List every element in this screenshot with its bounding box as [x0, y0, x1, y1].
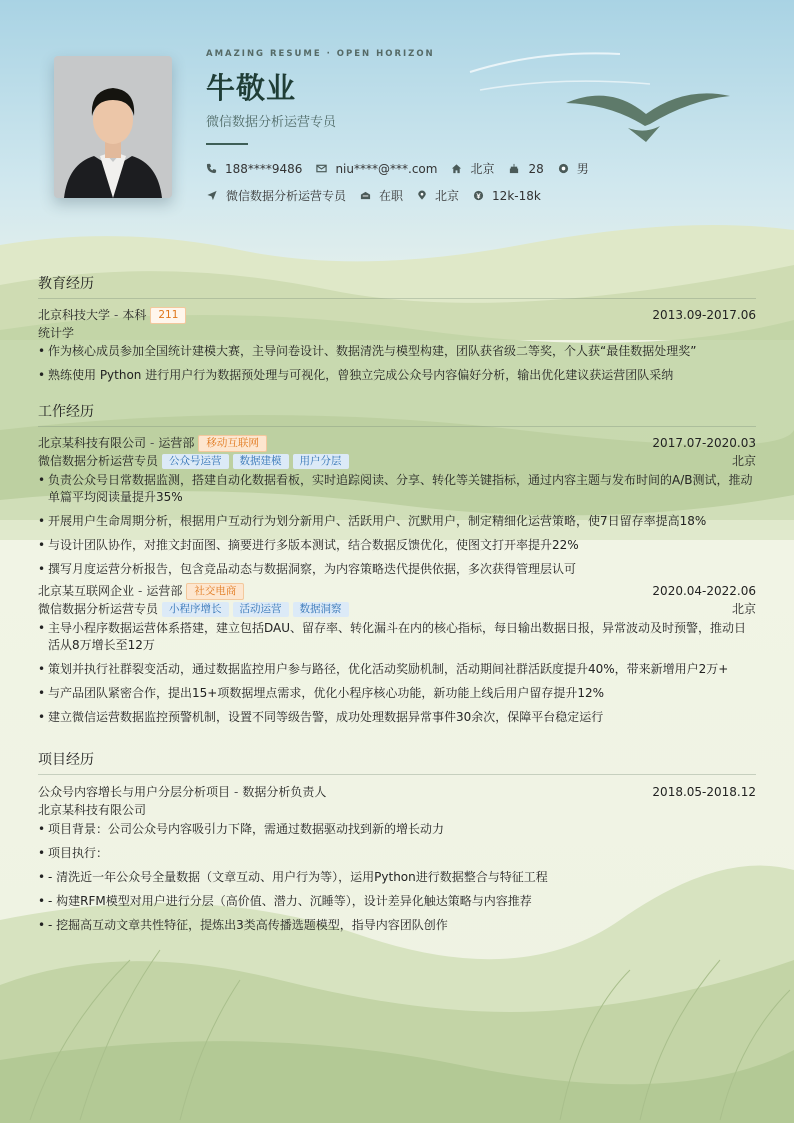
employment-status-info — [360, 187, 403, 204]
gender-info — [558, 160, 589, 177]
separator: - — [150, 436, 155, 450]
work-section — [38, 401, 756, 726]
employment-status-text: 在职 — [379, 189, 404, 203]
intent-position-text: 微信数据分析运营专员 — [226, 189, 347, 203]
salary-info — [473, 189, 541, 203]
skill-tag: 数据洞察 — [293, 602, 349, 617]
list-item: • 与产品团队紧密合作，提出15+项数据埋点需求，优化小程序核心功能，新功能上线后用户留存提升12% — [38, 685, 756, 702]
cake-icon — [508, 163, 520, 174]
intent-city-text: 北京 — [435, 189, 460, 203]
job-role-row — [38, 453, 756, 470]
email-info — [316, 162, 437, 176]
location-pin-icon — [417, 190, 427, 201]
list-item: • - 挖掘高互动文章共性特征，提炼出3类高传播选题模型，指导内容团队创作 — [38, 917, 756, 934]
job-title: 微信数据分析运营专员 — [206, 115, 337, 130]
role-title: 微信数据分析运营专员 — [38, 602, 159, 616]
list-item: • 项目执行： — [38, 845, 756, 862]
job-role-row — [38, 601, 756, 618]
mail-icon — [316, 163, 327, 174]
education-header-row — [38, 307, 756, 324]
status-icon — [360, 190, 371, 201]
residence-text: 北京 — [470, 162, 495, 176]
education-bullets — [38, 343, 756, 384]
phone-info — [206, 162, 302, 176]
department: 运营部 — [146, 584, 183, 598]
project-role: 数据分析负责人 — [242, 785, 327, 799]
list-item: • 撰写月度运营分析报告，包含竞品动态与数据洞察，为内容策略迭代提供依据，多次获得管理层认可 — [38, 561, 756, 578]
skill-tag: 数据建模 — [233, 454, 289, 469]
company-name: 北京某互联网企业 — [38, 584, 135, 598]
home-icon — [451, 163, 462, 174]
list-item: • 项目背景：公司公众号内容吸引力下降，需通过数据驱动找到新的增长动力 — [38, 821, 756, 838]
age-info — [508, 162, 543, 176]
list-item: • 熟练使用 Python 进行用户行为数据预处理与可视化，曾独立完成公众号内容偏好分析，输出优化建议获运营团队采纳 — [38, 367, 756, 384]
project-name: 公众号内容增长与用户分层分析项目 — [38, 785, 231, 799]
job-bullets — [38, 472, 756, 578]
send-icon — [206, 190, 218, 201]
list-item: • 负责公众号日常数据监测，搭建自动化数据看板，实时追踪阅读、分享、转化等关键指标，通过内容主题与发布时间的A/B测试，推动单篇平均阅读量提升35% — [38, 472, 756, 506]
job-bullets — [38, 620, 756, 726]
skill-tag: 活动运营 — [233, 602, 289, 617]
skill-tag: 小程序增长 — [162, 602, 229, 617]
major: 统计学 — [38, 326, 75, 340]
job-city: 北京 — [731, 454, 756, 468]
phone-text: 188****9486 — [225, 161, 303, 176]
education-date: 2013.09-2017.06 — [652, 308, 756, 322]
job-intent-row — [206, 187, 555, 204]
skill-tag: 公众号运营 — [162, 454, 229, 469]
role-title: 微信数据分析运营专员 — [38, 454, 159, 468]
job-entry-1 — [38, 435, 756, 578]
work-title: 工作经历 — [38, 401, 756, 427]
school-name: 北京科技大学 — [38, 308, 111, 322]
job-entry-2 — [38, 583, 756, 726]
title-underline — [206, 143, 248, 145]
phone-icon — [206, 163, 217, 174]
list-item: • - 清洗近一年公众号全量数据（文章互动、用户行为等），运用Python进行数据整合与特征工程 — [38, 869, 756, 886]
education-section — [38, 273, 756, 384]
list-item: • 主导小程序数据运营体系搭建，建立包括DAU、留存率、转化漏斗在内的核心指标，每日输出数据日报，异常波动及时预警，推动日活从8万增长至12万 — [38, 620, 756, 654]
degree: 本科 — [122, 308, 147, 322]
education-title: 教育经历 — [38, 273, 756, 299]
resume-kicker: AMAZING RESUME · OPEN HORIZON — [206, 49, 435, 59]
intent-position-info — [206, 187, 346, 204]
school-tag: 211 — [150, 307, 186, 324]
contact-row — [206, 160, 603, 177]
project-org: 北京某科技有限公司 — [38, 803, 147, 817]
gender-icon — [558, 163, 569, 174]
gender-text: 男 — [576, 162, 589, 176]
company-name: 北京某科技有限公司 — [38, 436, 147, 450]
department: 运营部 — [158, 436, 195, 450]
residence-info — [451, 160, 494, 177]
projects-section — [38, 749, 756, 934]
list-item: • - 构建RFM模型对用户进行分层（高价值、潜力、沉睡等），设计差异化触达策略与内容推荐 — [38, 893, 756, 910]
projects-title: 项目经历 — [38, 749, 756, 775]
list-item: • 作为核心成员参加全国统计建模大赛，主导问卷设计、数据清洗与模型构建，团队获省级二等奖，个人获“最佳数据处理奖” — [38, 343, 756, 360]
job-city: 北京 — [731, 602, 756, 616]
separator: - — [114, 308, 119, 322]
list-item: • 与设计团队协作，对推文封面图、摘要进行多版本测试，结合数据反馈优化，使图文打开率提升22% — [38, 537, 756, 554]
list-item: • 策划并执行社群裂变活动，通过数据监控用户参与路径，优化活动奖励机制，活动期间社群活跃度提升40%，带来新增用户2万+ — [38, 661, 756, 678]
job-header-row — [38, 435, 756, 452]
job-header-row — [38, 583, 756, 600]
salary-text: 12k-18k — [492, 188, 541, 203]
list-item: • 开展用户生命周期分析，根据用户互动行为划分新用户、活跃用户、沉默用户，制定精细化运营策略，使7日留存率提高18% — [38, 513, 756, 530]
job-date: 2020.04-2022.06 — [652, 584, 756, 598]
industry-tag: 社交电商 — [186, 583, 244, 600]
separator: - — [138, 584, 143, 598]
email-text: niu****@***.com — [335, 161, 438, 176]
separator: - — [234, 785, 239, 799]
project-date: 2018.05-2018.12 — [652, 785, 756, 799]
portrait-illustration — [54, 56, 172, 198]
skill-tag: 用户分层 — [293, 454, 349, 469]
salary-icon — [473, 190, 484, 201]
avatar — [54, 56, 172, 198]
project-bullets — [38, 821, 756, 934]
list-item: • 建立微信运营数据监控预警机制，设置不同等级告警，成功处理数据异常事件30余次，保障平台稳定运行 — [38, 709, 756, 726]
intent-city-info — [417, 187, 459, 204]
project-header-row — [38, 784, 756, 801]
age-text: 28 — [528, 161, 544, 176]
job-date: 2017.07-2020.03 — [652, 436, 756, 450]
industry-tag: 移动互联网 — [198, 435, 267, 452]
candidate-name: 牛敬业 — [206, 71, 297, 105]
